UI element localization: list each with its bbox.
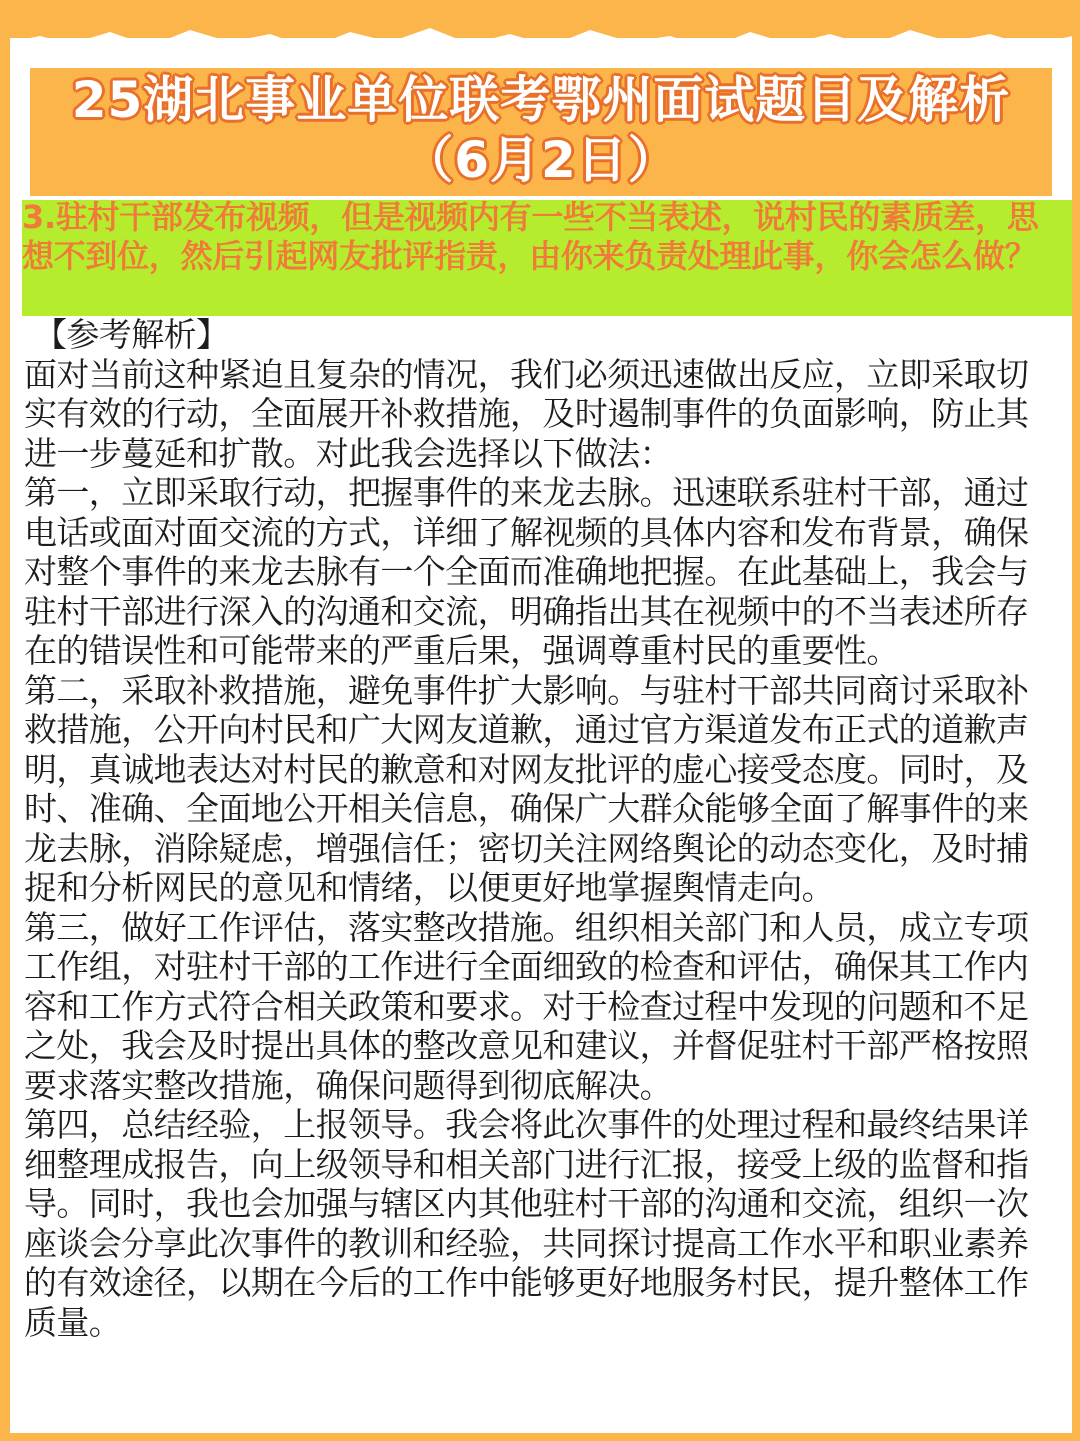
question-text: 3.驻村干部发布视频，但是视频内有一些不当表述，说村民的素质差，思想不到位，然后引起网友批评指责，由你来负责处理此事，你会怎么做？ [22, 198, 1039, 275]
page-title [30, 70, 1052, 190]
analysis-point-4: 第四，总结经验，上报领导。我会将此次事件的处理过程和最终结果详细整理成报告，向上级领导和相关部门进行汇报，接受上级的监督和指导。同时，我也会加强与辖区内其他驻村干部的沟通和交流，组织一次座谈会分享此次事件的教训和经验，共同探讨提高工作水平和职业素养的有效途径，以期在今后的工作中能够更好地服务村民，提升整体工作质量。 [24, 1105, 1029, 1342]
analysis-heading: 【参考解析】 [34, 315, 229, 354]
analysis-point-3: 第三，做好工作评估，落实整改措施。组织相关部门和人员，成立专项工作组，对驻村干部的工作进行全面细致的检查和评估，确保其工作内容和工作方式符合相关政策和要求。对于检查过程中发现的问题和不足之处，我会及时提出具体的整改意见和建议，并督促驻村干部严格按照要求落实整改措施，确保问题得到彻底解决。 [24, 907, 1029, 1105]
torn-paper-edge [0, 22, 1080, 62]
title-line-2: （6月2日） [403, 131, 679, 189]
analysis-intro: 面对当前这种紧迫且复杂的情况，我们必须迅速做出反应，立即采取切实有效的行动，全面展开补救措施，及时遏制事件的负面影响，防止其进一步蔓延和扩散。对此我会选择以下做法： [24, 354, 1029, 473]
analysis-point-2: 第二，采取补救措施，避免事件扩大影响。与驻村干部共同商讨采取补救措施，公开向村民和广大网友道歉，通过官方渠道发布正式的道歉声明，真诚地表达对村民的歉意和对网友批评的虚心接受态度。同时，及时、准确、全面地公开相关信息，确保广大群众能够全面了解事件的来龙去脉，消除疑虑，增强信任；密切关注网络舆论的动态变化，及时捕捉和分析网民的意见和情绪，以便更好地掌握舆情走向。 [24, 670, 1029, 907]
analysis-section [24, 315, 1054, 1342]
analysis-point-1: 第一，立即采取行动，把握事件的来龙去脉。迅速联系驻村干部，通过电话或面对面交流的方式，详细了解视频的具体内容和发布背景，确保对整个事件的来龙去脉有一个全面而准确地把握。在此基础上，我会与驻村干部进行深入的沟通和交流，明确指出其在视频中的不当表述所存在的错误性和可能带来的严重后果，强调尊重村民的重要性。 [24, 473, 1029, 670]
title-line-1: 25湖北事业单位联考鄂州面试题目及解析 [71, 71, 1011, 129]
